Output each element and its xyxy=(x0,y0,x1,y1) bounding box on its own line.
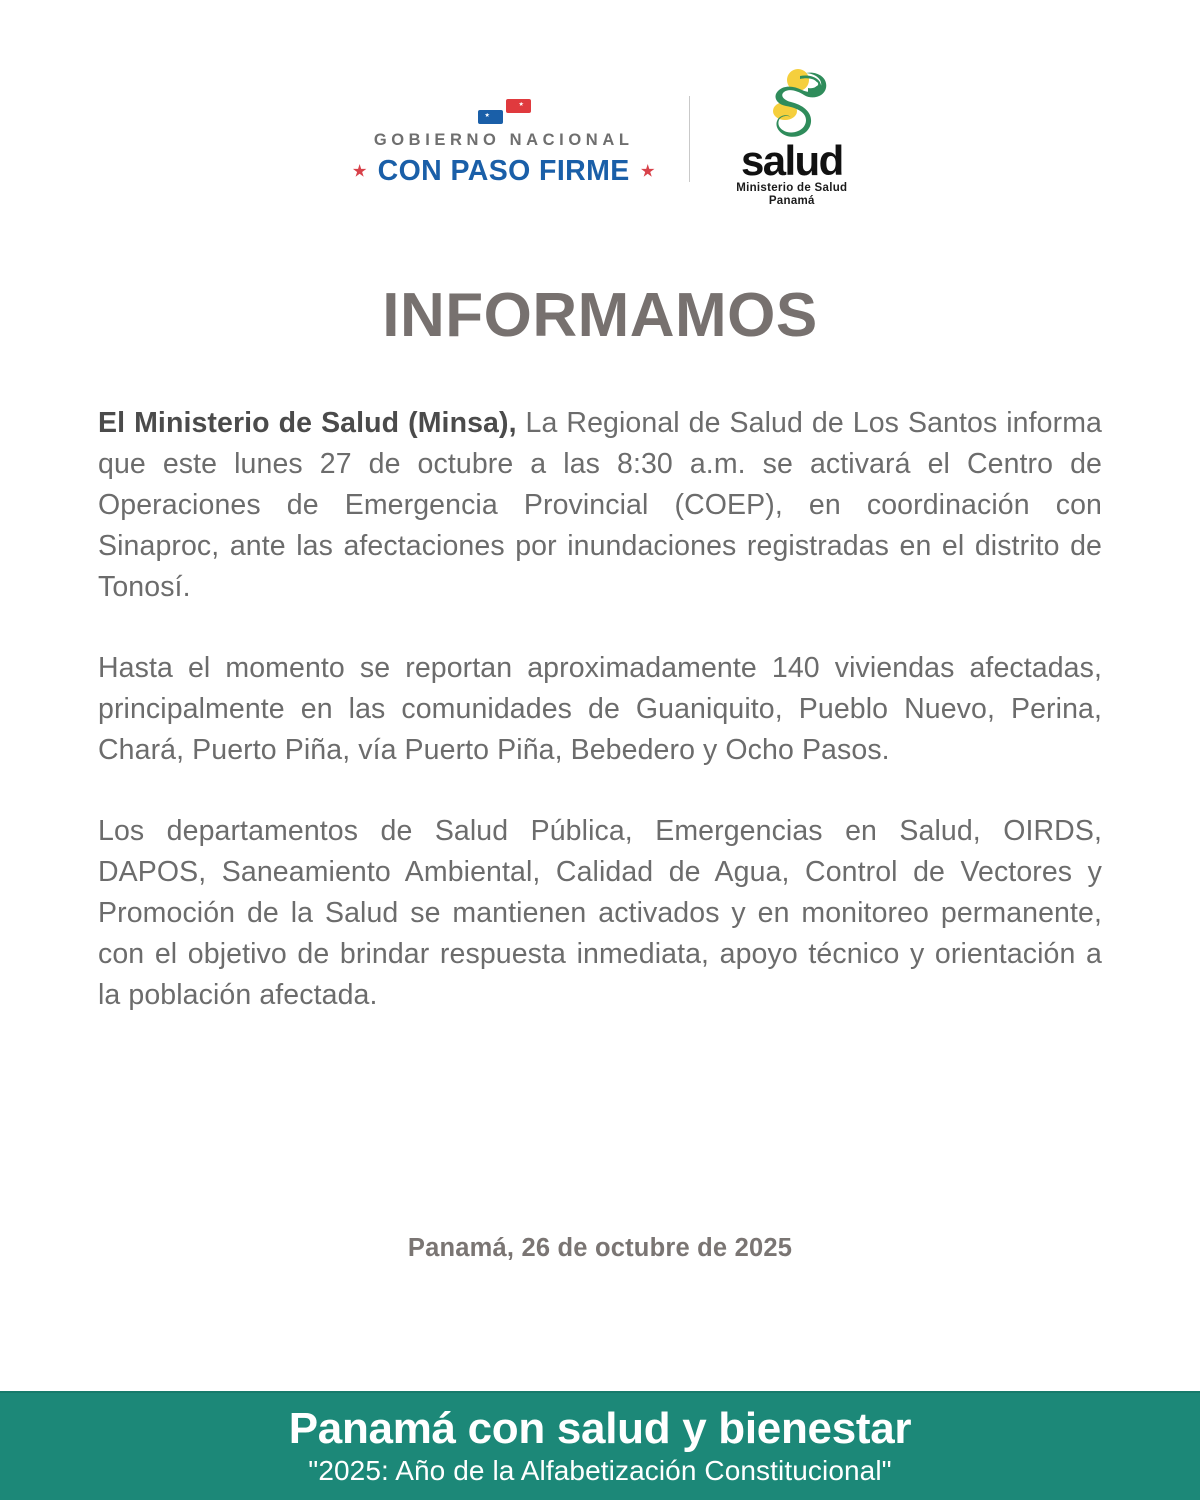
announcement-body xyxy=(0,351,1200,1391)
header-logos xyxy=(0,0,1200,270)
minsa-wordmark: salud xyxy=(740,136,843,184)
caduceus-serpent-icon xyxy=(754,68,830,146)
paragraph-1-lead: El Ministerio de Salud (Minsa), xyxy=(98,407,517,439)
minsa-logo xyxy=(690,68,847,208)
star-icon-left xyxy=(353,164,367,178)
gov-slogan-row xyxy=(353,155,655,188)
paragraph-1-rest: La Regional de Salud de Los Santos informa que este lunes 27 de octubre a las 8:30 a.m. se activará el Centro de Operaciones de Emergencia Provincial (COEP), en coordinación con Sinaproc, ante las afectaciones por inundaciones registradas en el distrito de Tonosí. xyxy=(98,407,1102,604)
minsa-subtitle xyxy=(736,182,847,208)
paragraph-1 xyxy=(98,403,1102,608)
minsa-subtitle-line1: Ministerio de Salud xyxy=(736,181,848,194)
paragraph-3: Los departamentos de Salud Pública, Emergencias en Salud, OIRDS, DAPOS, Saneamiento Ambiental, Calidad de Agua, Control de Vectores y Promoción de la Salud se mantienen activados y en monitoreo permanente, con el objetivo de brindar respuesta inmediata, apoyo técnico y orientación a la población afectada. xyxy=(98,815,1102,1012)
star-icon-right xyxy=(641,164,655,178)
gobierno-nacional-logo xyxy=(353,97,689,188)
flag-blue-quadrant xyxy=(478,110,503,124)
footer-title: Panamá con salud y bienestar xyxy=(288,1404,912,1454)
minsa-subtitle-line2: Panamá xyxy=(768,194,815,207)
footer-banner xyxy=(0,1391,1200,1500)
paragraph-2: Hasta el momento se reportan aproximadamente 140 viviendas afectadas, principalmente en las comunidades de Guaniquito, Pueblo Nuevo, Perina, Chará, Puerto Piña, vía Puerto Piña, Bebedero y Ocho Pasos. xyxy=(98,652,1102,767)
footer-subtitle: "2025: Año de la Alfabetización Constitucional" xyxy=(308,1455,892,1487)
panama-flag-icon xyxy=(475,97,533,127)
flag-red-quadrant xyxy=(506,99,531,113)
gov-eyebrow-text: GOBIERNO NACIONAL xyxy=(373,130,634,149)
page-title: INFORMAMOS xyxy=(382,281,818,350)
date-line: Panamá, 26 de octubre de 2025 xyxy=(407,1234,793,1262)
gov-slogan-text: CON PASO FIRME xyxy=(377,154,630,187)
